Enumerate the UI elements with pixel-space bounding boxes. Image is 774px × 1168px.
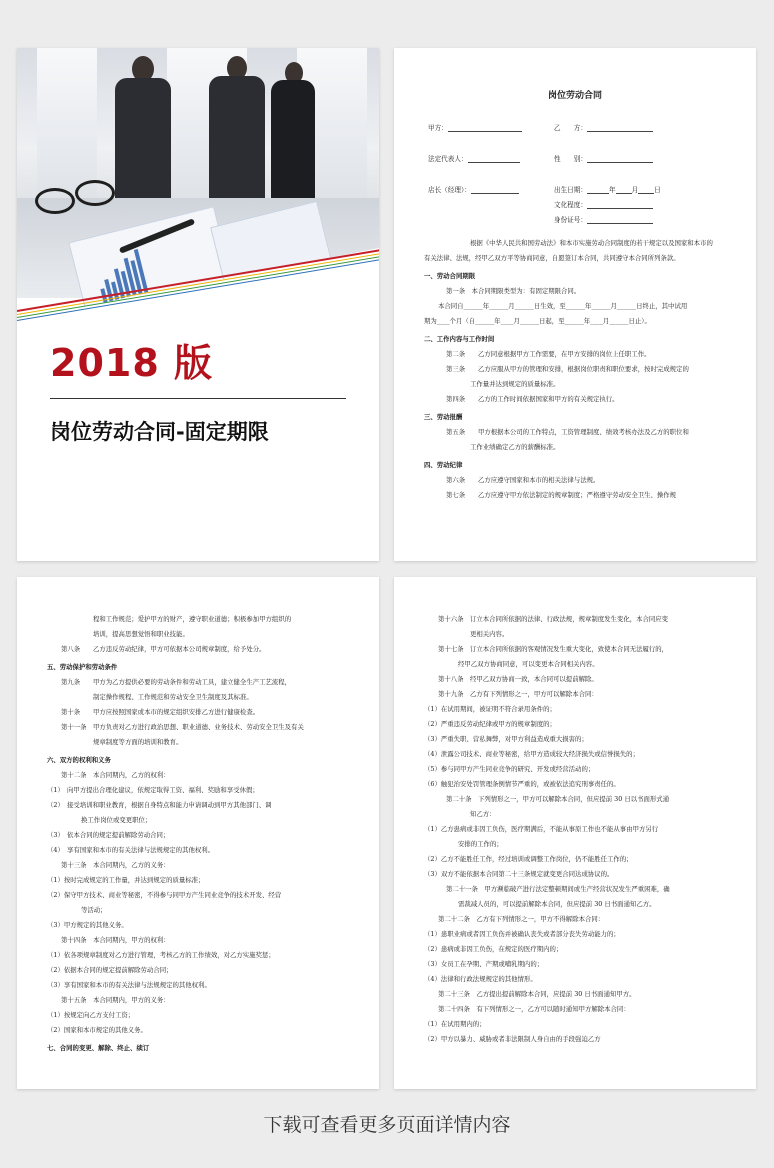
- contract-line: 第十条 甲方应按照国家或本市的规定组织安排乙方进行健康检查。: [61, 708, 260, 716]
- contract-line: （3）甲方规定的其他义务。: [47, 921, 128, 929]
- contract-body: [424, 612, 729, 1047]
- person-silhouette: [115, 78, 171, 208]
- contract-line: 第二十一条 甲方濒临破产进行法定整顿期间或生产经营状况发生严重困难，确: [446, 885, 670, 893]
- contract-line: 第十一条 甲方负责对乙方进行政治思想、职业道德、业务技术、劳动安全卫生及有关: [61, 723, 304, 731]
- section-heading: 二、工作内容与工作时间: [424, 335, 495, 343]
- person-silhouette: [209, 76, 265, 206]
- contract-line: （4）法律和行政法规规定的其他情形。: [424, 975, 537, 983]
- contract-line: 更相关内容。: [470, 630, 509, 638]
- contract-line: 安排的工作的；: [458, 840, 503, 848]
- contract-line: （1）按规定向乙方支付工资；: [47, 1011, 135, 1019]
- section-heading: 四、劳动纪律: [424, 461, 463, 469]
- contract-line: 第十五条 本合同期内，甲方的义务：: [61, 996, 170, 1004]
- gender-field[interactable]: 性 别：: [554, 153, 653, 163]
- contract-line: 第五条 甲方根据本公司的工作特点，工资管理制度、绩效考核办法及乙方的职位和: [446, 428, 689, 436]
- contract-line: 第二十二条 乙方有下列情形之一，甲方不得解除本合同：: [438, 915, 605, 923]
- contract-line: 第四条 乙方的工作时间依据国家和甲方的有关规定执行。: [446, 395, 619, 403]
- contract-page-2: [17, 577, 379, 1089]
- contract-line: （1）依各项规章制度对乙方进行管理，考核乙方的工作绩效，对乙方实施奖惩；: [47, 951, 275, 959]
- contract-line: 经甲乙双方协商同意，可以变更本合同相关内容。: [458, 660, 599, 668]
- contract-line: 第十八条 经甲乙双方协商一致，本合同可以提前解除。: [438, 675, 598, 683]
- party-a-field[interactable]: 甲方：: [428, 122, 522, 132]
- section-heading: 七、合同的变更、解除、终止、续订: [47, 1044, 150, 1052]
- contract-line: （2） 接受培训和职业教育，根据自身特点和能力申请调动到甲方其他部门、调: [47, 801, 272, 809]
- contract-line: （3）女员工在孕期、产期或哺乳期内的；: [424, 960, 544, 968]
- contract-line: 第七条 乙方应遵守甲方依法制定的规章制度；严格遵守劳动安全卫生、操作规: [446, 491, 677, 499]
- contract-line: （6）触犯治安处罚管理条例情节严重的，或被依法追究刑事责任的。: [424, 780, 620, 788]
- contract-line: （3）双方不能依据本合同第二十三条规定就变更合同达成协议的。: [424, 870, 614, 878]
- contract-line: 换工作岗位或变更职位；: [81, 816, 152, 824]
- contract-line: （2）保守甲方技术、商业等秘密，不得参与同甲方产生同业竞争的技术开发、经营: [47, 891, 282, 899]
- section-heading: 三、劳动报酬: [424, 413, 463, 421]
- contract-line: 第二十条 下列情形之一，甲方可以解除本合同，但应提前 30 日以书面形式通: [446, 795, 670, 803]
- contract-page-3: [394, 577, 756, 1089]
- contract-line: （1）患职业病或者因工负伤并被确认丧失或者部分丧失劳动能力的；: [424, 930, 620, 938]
- contract-line: 工作业绩确定乙方的薪酬标准。: [470, 443, 560, 451]
- contract-line: 等活动；: [81, 906, 107, 914]
- contract-line: 规章制度等方面的培训和教育。: [93, 738, 183, 746]
- contract-line: （1）乙方患病或非因工负伤，医疗期满后，不能从事原工作也不能从事由甲方另行: [424, 825, 659, 833]
- contract-line: 第十二条 本合同期内，乙方的权利：: [61, 771, 170, 779]
- contract-line: 第十四条 本合同期内，甲方的权利：: [61, 936, 170, 944]
- window-pane: [37, 48, 97, 198]
- contract-line: （1）按时完成规定的工作量，并达到规定的质量标准；: [47, 876, 205, 884]
- contract-line: （4）泄露公司技术、商业等秘密，给甲方造成较大经济损失或信誉损失的；: [424, 750, 639, 758]
- party-fields: [428, 122, 728, 229]
- contract-line: （2）严重违反劳动纪律或甲方的规章制度的；: [424, 720, 556, 728]
- contract-line: 第六条 乙方应遵守国家和本市的相关法律与法规。: [446, 476, 600, 484]
- contract-line: 第二十三条 乙方提出提前解除本合同，应提前 30 日书面通知甲方。: [438, 990, 636, 998]
- contract-line: 第十六条 订立本合同所依据的法律、行政法规，规章制度发生变化，本合同应变: [438, 615, 669, 623]
- contract-line: （4） 享有国家和本市的有关法律与法规规定的其他权利。: [47, 846, 215, 854]
- contract-line: 第三条 乙方应服从甲方的管理和安排，根据岗位职责和职位要求，按时完成规定的: [446, 365, 689, 373]
- legal-rep-field[interactable]: 法定代表人：: [428, 153, 520, 163]
- contract-line: 第九条 甲方为乙方提供必要的劳动条件和劳动工具，建立健全生产工艺流程，: [61, 678, 292, 686]
- section-heading: 一、劳动合同期限: [424, 272, 476, 280]
- contract-line: 程和工作规范；爱护甲方的财产，遵守职业道德；积极参加甲方组织的: [93, 615, 292, 623]
- contract-line: 培训，提高思想觉悟和职业技能。: [93, 630, 189, 638]
- contract-line: 本合同自______年______月______日生效，至______年______月______日终止，其中试用: [438, 302, 688, 310]
- party-b-field[interactable]: 乙 方：: [554, 122, 653, 132]
- cover-page: [17, 48, 379, 561]
- download-prompt[interactable]: 下载可查看更多页面详情内容: [263, 1114, 511, 1136]
- education-field[interactable]: 文化程度：: [554, 199, 653, 209]
- contract-line: 期为____个月（自______年____月______日起，至______年____月______日止）。: [424, 317, 651, 325]
- contract-line: （2）依据本合同的规定提前解除劳动合同；: [47, 966, 173, 974]
- contract-line: 根据《中华人民共和国劳动法》和本市实施劳动合同制度的若干规定以及国家和本市的: [470, 239, 713, 247]
- contract-line: （2）国家和本市规定的其他义务。: [47, 1026, 147, 1034]
- contract-line: 第一条 本合同期限类型为：有固定期限合同。: [446, 287, 581, 295]
- contract-line: （2）乙方不能胜任工作，经过培训或调整工作岗位，仍不能胜任工作的；: [424, 855, 633, 863]
- birth-date-field[interactable]: 出生日期： 年 月 日: [554, 186, 661, 194]
- contract-line: 需裁减人员的，可以提前解除本合同，但应提前 30 日书面通知乙方。: [458, 900, 656, 908]
- contract-body: [424, 236, 729, 503]
- glasses-icon: [75, 180, 115, 206]
- manager-field[interactable]: 店长（经理）：: [428, 184, 519, 194]
- id-number-field[interactable]: 身份证号：: [554, 214, 653, 224]
- contract-line: 工作量并达到规定的质量标准。: [470, 380, 560, 388]
- section-heading: 六、双方的权利和义务: [47, 756, 111, 764]
- contract-line: 第十三条 本合同期内，乙方的义务：: [61, 861, 170, 869]
- contract-line: （3）严重失职、营私舞弊，对甲方利益造成重大损害的；: [424, 735, 588, 743]
- contract-line: （3）享有国家和本市的有关法律与法规规定的其他权利。: [47, 981, 211, 989]
- contract-line: 第八条 乙方违反劳动纪律，甲方可依据本公司规章制度，给予处分。: [61, 645, 266, 653]
- contract-line: 第二条 乙方同意根据甲方工作需要，在甲方安排的岗位上任职工作。: [446, 350, 651, 358]
- contract-line: （5）参与同甲方产生同业竞争的研究、开发或经营活动的；: [424, 765, 595, 773]
- contract-line: （1）在试用期间，被证明不符合录用条件的；: [424, 705, 556, 713]
- cover-title: 岗位劳动合同-固定期限: [50, 420, 269, 444]
- glasses-icon: [35, 188, 75, 214]
- person-silhouette: [271, 80, 315, 205]
- contract-line: （1）在试用期内的；: [424, 1020, 486, 1028]
- contract-title: 岗位劳动合同: [547, 91, 602, 101]
- contract-line: （1） 向甲方提出合理化建议，依规定取得工资、福利、奖励和享受休假；: [47, 786, 259, 794]
- contract-line: 第十七条 订立本合同所依据的客观情况发生重大变化，致使本合同无法履行的，: [438, 645, 669, 653]
- contract-line: 第十九条 乙方有下列情形之一，甲方可以解除本合同：: [438, 690, 598, 698]
- contract-line: （3） 依本合同的规定提前解除劳动合同；: [47, 831, 170, 839]
- contract-line: （2）甲方以暴力、威胁或者非法限制人身自由的手段强迫乙方: [424, 1035, 601, 1043]
- contract-line: （2）患病或非因工负伤，在规定的医疗期内的；: [424, 945, 563, 953]
- contract-line: 有关法律、法规，经甲乙双方平等协商同意，自愿签订本合同，共同遵守本合同所列条款。: [424, 254, 680, 262]
- cover-divider: [50, 398, 346, 399]
- edition-label: 2018 版: [50, 341, 213, 385]
- contract-body: [47, 612, 352, 1056]
- section-heading: 五、劳动保护和劳动条件: [47, 663, 118, 671]
- contract-line: 制定操作规程、工作规范和劳动安全卫生制度及其标准。: [93, 693, 253, 701]
- contract-line: 第二十四条 有下列情形之一，乙方可以随时通知甲方解除本合同：: [438, 1005, 630, 1013]
- contract-page-1: [394, 48, 756, 561]
- contract-line: 知乙方：: [470, 810, 496, 818]
